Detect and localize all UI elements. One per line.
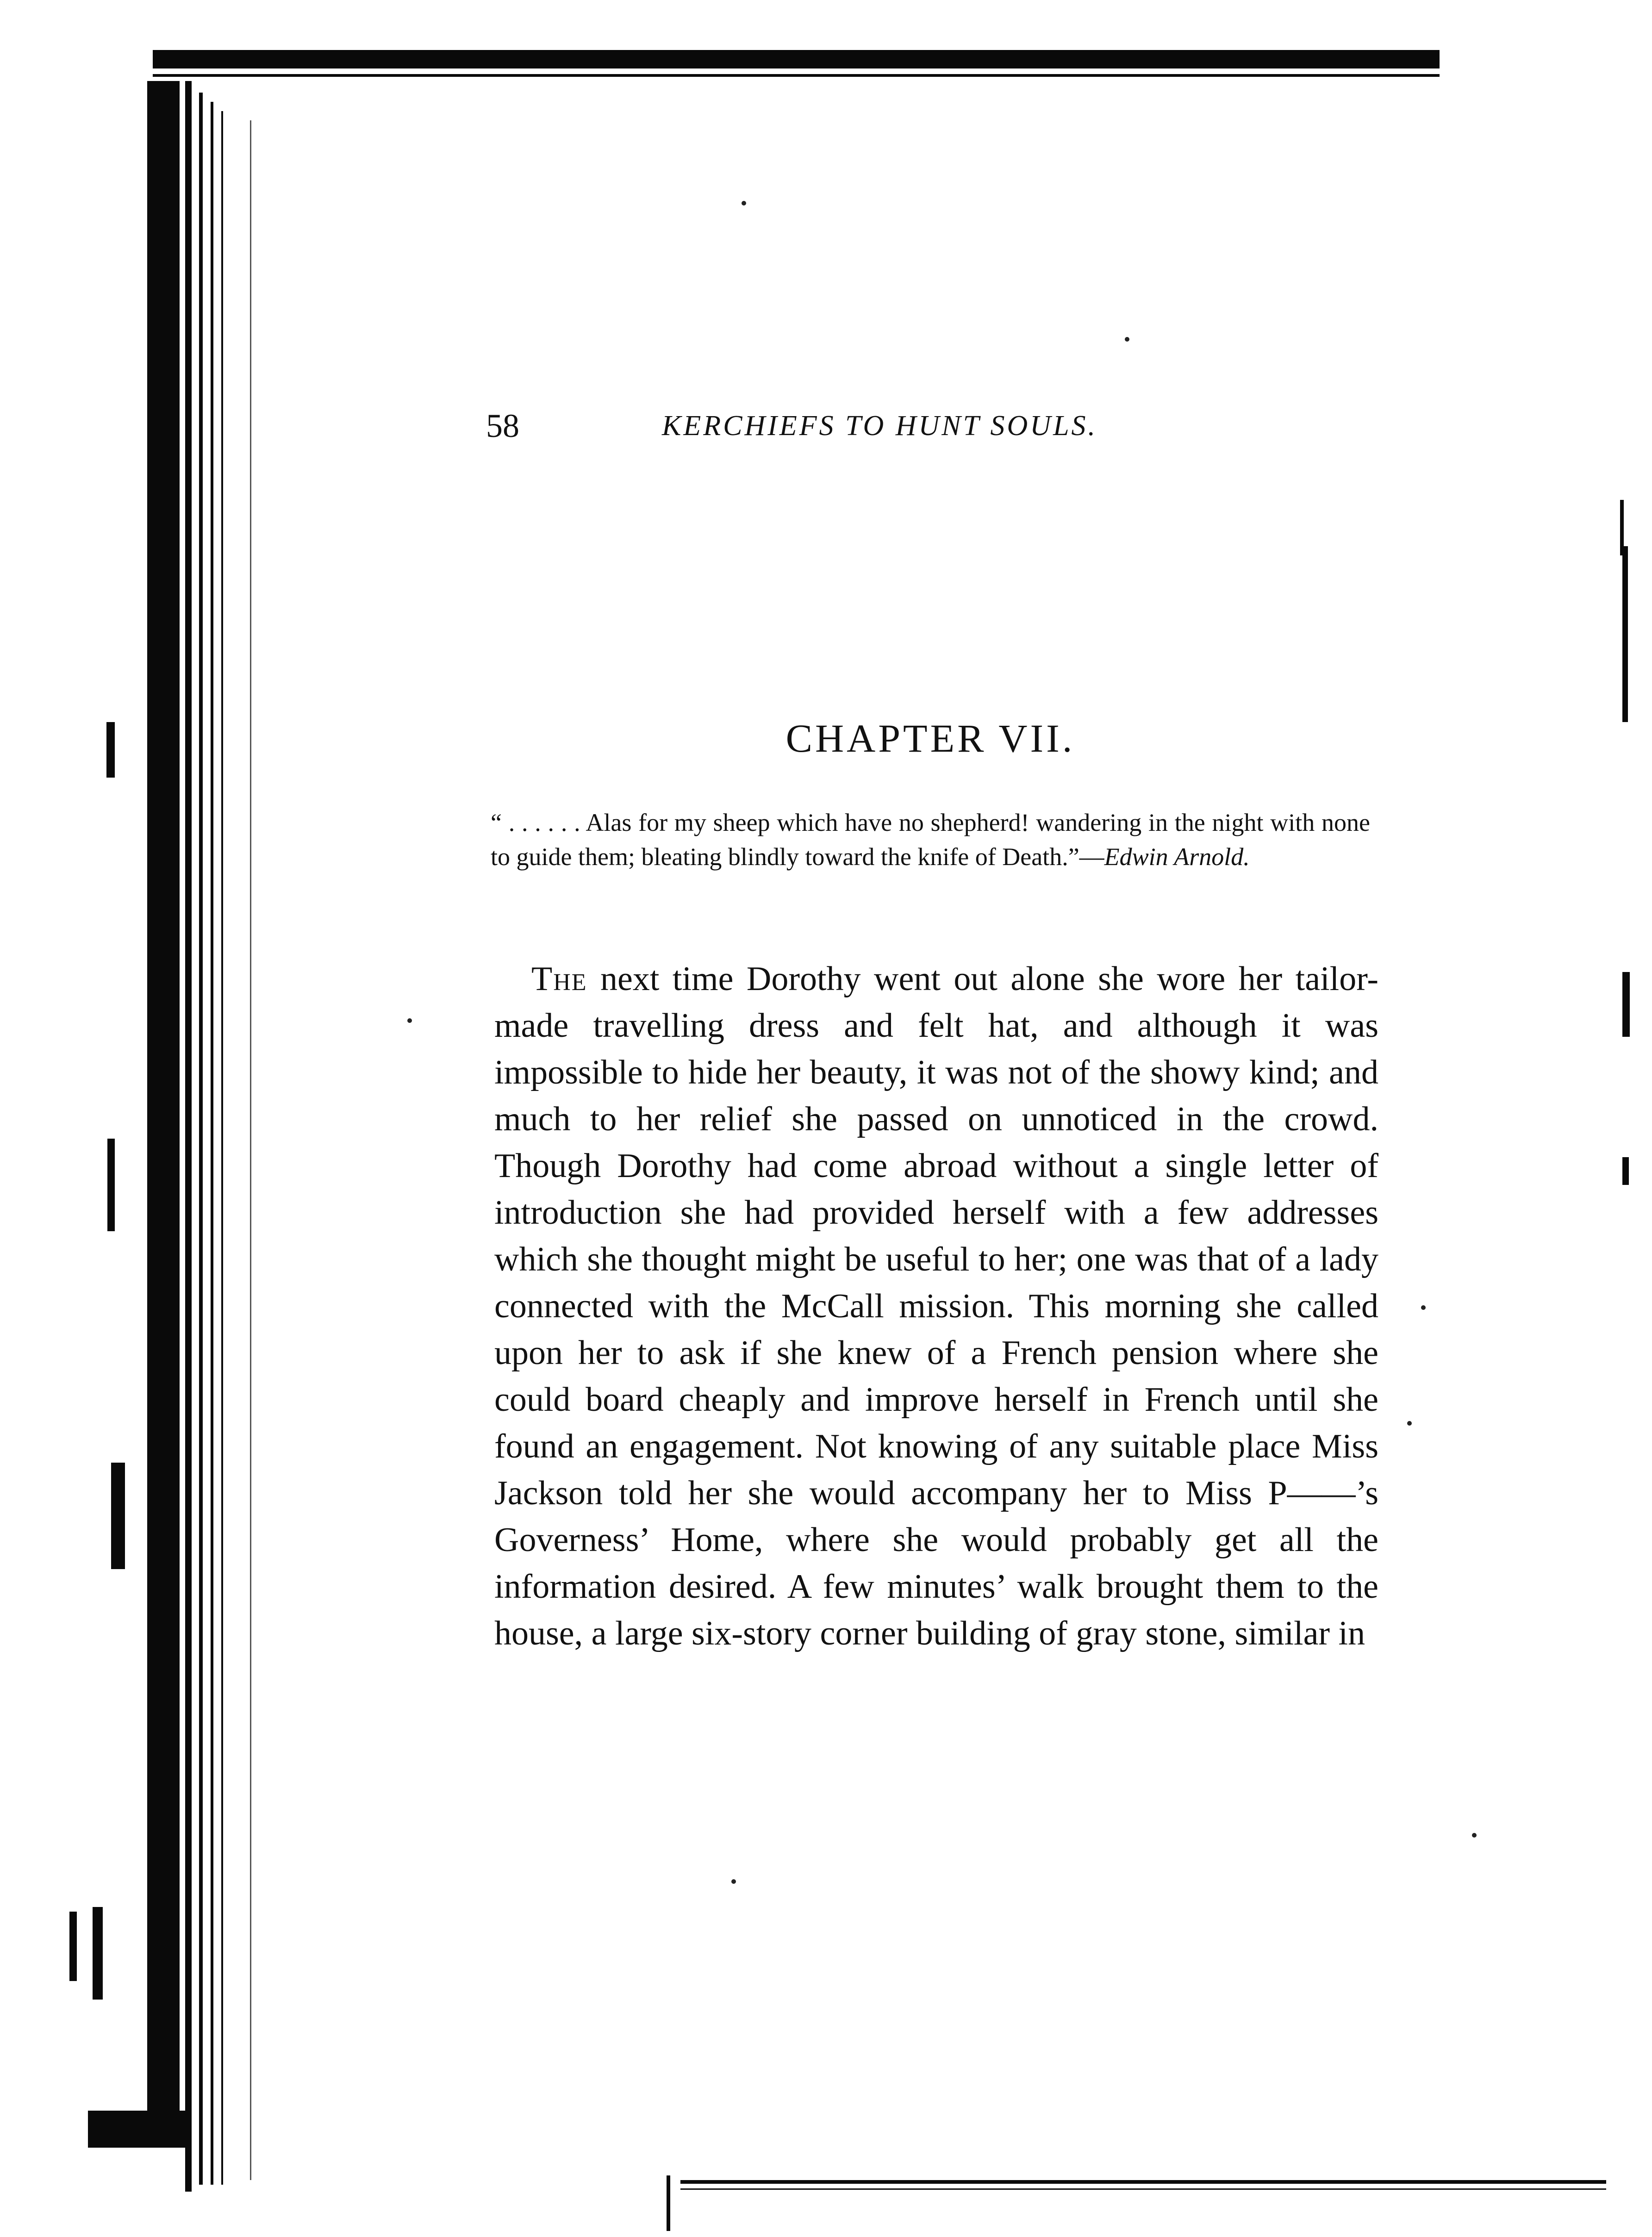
left-margin-mark-2 <box>107 1139 115 1231</box>
binding-edge-line-2 <box>199 93 203 2185</box>
binding-edge-thick <box>147 81 180 2141</box>
bottom-rule <box>680 2180 1606 2184</box>
body-paragraph-text: next time Dorothy went out alone she wore her tailor-made travelling dress and felt hat, and although it was impossible to hide her beauty, it was not of the showy kind; and much to her relief she passed on unnoticed in the crowd. Though Dorothy had come abroad without a single letter of introduction she had provided herself with a few addresses which she thought might be useful to her; one was that of a lady connected with the McCall mission. This morning she called upon her to ask if she knew of a French pension where she could board cheaply and improve herself in French until she found an engagement. Not knowing of any suitable place Miss Jackson told her she would accompany her to Miss P——’s Governess’ Home, where she would probably get all the information desired. A few minutes’ walk brought them to the house, a large six-story corner building of gray stone, similar in <box>494 960 1378 1652</box>
epigraph-quote: “ . . . . . . Alas for my sheep which have no shepherd! wandering in the night with none to guide them; bleating blindly toward the knife of Death.”— <box>491 809 1370 871</box>
bottom-rule-thin <box>680 2188 1606 2190</box>
left-margin-mark-5 <box>93 1907 103 2000</box>
body-text <box>494 956 1378 1657</box>
body-paragraph <box>494 956 1378 1657</box>
bottom-left-block <box>88 2111 190 2148</box>
running-title: KERCHIEFS TO HUNT SOULS. <box>662 410 1098 442</box>
left-margin-mark-1 <box>106 722 115 778</box>
binding-edge-line-3 <box>211 102 213 2185</box>
epigraph <box>491 805 1370 874</box>
epigraph-attribution: Edwin Arnold. <box>1104 843 1250 871</box>
binding-edge-line-5 <box>250 120 251 2180</box>
speck <box>1125 337 1129 342</box>
speck <box>742 201 746 206</box>
chapter-heading: CHAPTER VII. <box>785 716 1075 760</box>
right-margin-mark-4 <box>1622 1157 1629 1185</box>
speck <box>1407 1421 1412 1426</box>
bottom-tick <box>667 2175 670 2231</box>
epigraph-paragraph <box>491 805 1370 874</box>
top-rule-thin <box>153 74 1440 77</box>
speck <box>1421 1305 1426 1310</box>
lead-word: The <box>531 960 587 998</box>
right-margin-mark-3 <box>1622 972 1630 1037</box>
binding-edge-line-4 <box>221 111 223 2185</box>
right-margin-mark-2 <box>1622 546 1628 722</box>
top-rule <box>153 50 1440 69</box>
speck <box>1472 1833 1477 1838</box>
page-number: 58 <box>486 407 519 444</box>
left-margin-mark-3 <box>111 1463 125 1569</box>
speck <box>731 1879 736 1884</box>
speck <box>407 1018 412 1023</box>
binding-edge-line-1 <box>185 81 192 2192</box>
left-margin-mark-4 <box>69 1912 77 1981</box>
